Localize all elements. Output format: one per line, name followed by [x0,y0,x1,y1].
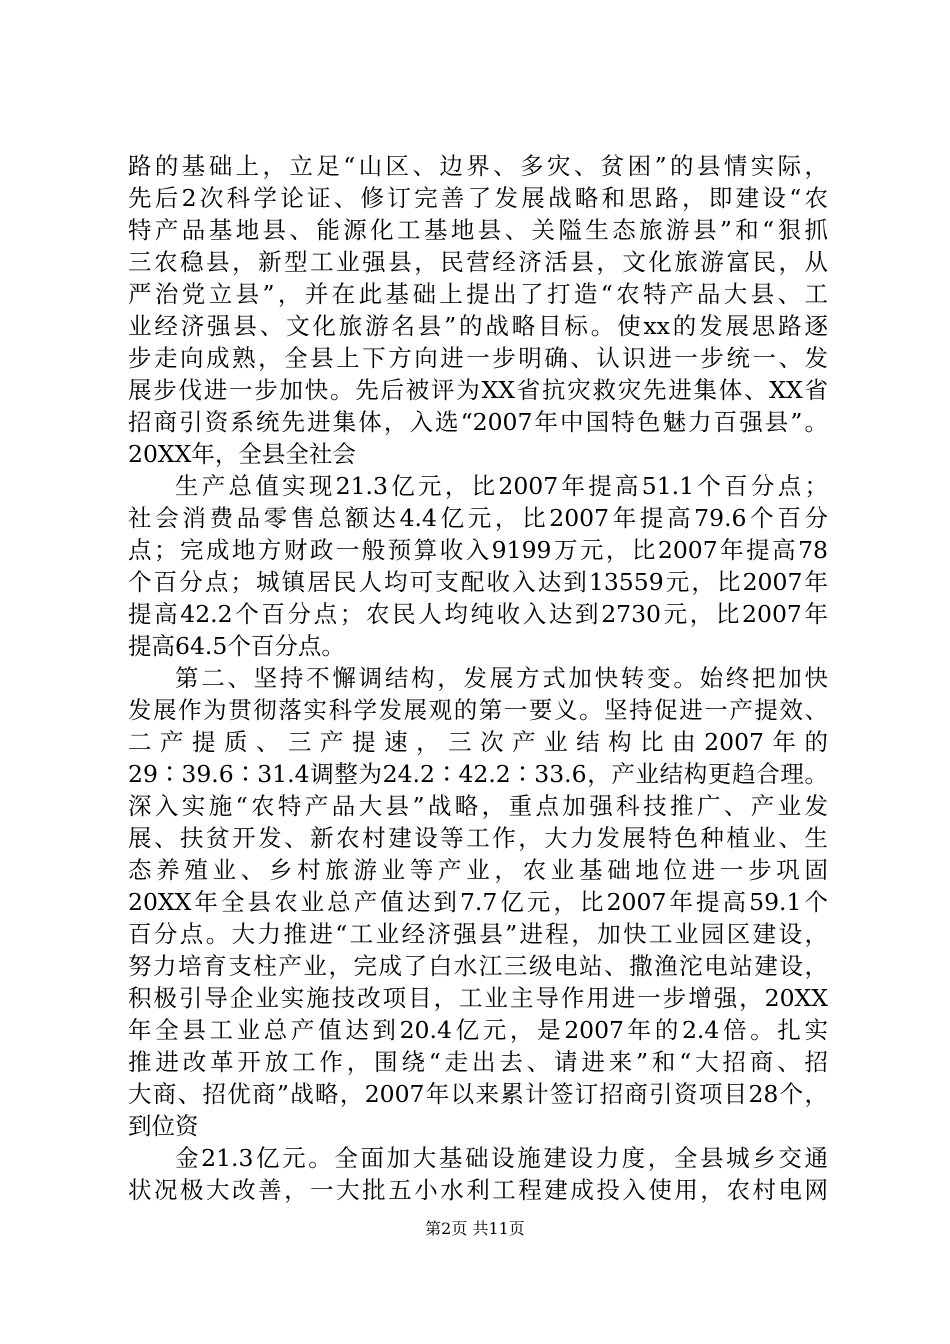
text-line: 努力培育支柱产业，完成了白水江三级电站、撒渔沱电站建设， [128,952,828,980]
text-line: 29∶39.6∶31.4调整为24.2∶42.2∶33.6，产业结构更趋合理。 [128,760,828,788]
text-line: 提高42.2个百分点；农民人均纯收入达到2730元，比2007年 [128,600,828,628]
text-line: 个百分点；城镇居民人均可支配收入达到13559元，比2007年 [128,568,828,596]
page-number-footer: 第2页 共11页 [425,1219,525,1238]
text-line: 百分点。大力推进“工业经济强县”进程，加快工业园区建设， [128,920,828,948]
text-line: 态养殖业、乡村旅游业等产业，农业基础地位进一步巩固 [128,856,828,884]
text-line: 年全县工业总产值达到20.4亿元，是2007年的2.4倍。扎实 [128,1016,828,1044]
text-line: 金21.3亿元。全面加大基础设施建设力度，全县城乡交通 [175,1144,828,1172]
text-line: 业经济强县、文化旅游名县”的战略目标。使xx的发展思路逐 [128,312,828,340]
text-line: 展步伐进一步加快。先后被评为XX省抗灾救灾先进集体、XX省 [128,376,828,404]
text-line: 深入实施“农特产品大县”战略，重点加强科技推广、产业发 [128,792,828,820]
text-line: 步走向成熟，全县上下方向进一步明确、认识进一步统一、发 [128,344,828,372]
text-line: 发展作为贯彻落实科学发展观的第一要义。坚持促进一产提效、 [128,696,828,724]
text-line: 20XX年，全县全社会 [128,440,356,468]
text-line: 先后2次科学论证、修订完善了发展战略和思路，即建设“农 [128,184,828,212]
text-line: 推进改革开放工作，围绕“走出去、请进来”和“大招商、招 [128,1048,828,1076]
text-line: 招商引资系统先进集体，入选“2007年中国特色魅力百强县”。 [128,408,828,436]
text-line: 三农稳县，新型工业强县，民营经济活县，文化旅游富民，从 [128,248,828,276]
text-line: 20XX年全县农业总产值达到7.7亿元，比2007年提高59.1个 [128,888,828,916]
text-line: 提高64.5个百分点。 [128,632,345,660]
text-line: 严治党立县”，并在此基础上提出了打造“农特产品大县、工 [128,280,828,308]
text-line: 到位资 [128,1112,199,1140]
text-line: 生产总值实现21.3亿元，比2007年提高51.1个百分点； [175,472,828,500]
text-line: 社会消费品零售总额达4.4亿元，比2007年提高79.6个百分 [128,504,828,532]
text-line: 特产品基地县、能源化工基地县、关隘生态旅游县”和“狠抓 [128,216,828,244]
text-line: 状况极大改善，一大批五小水利工程建成投入使用，农村电网 [128,1176,828,1204]
text-line: 点；完成地方财政一般预算收入9199万元，比2007年提高78 [128,536,828,564]
text-line: 路的基础上，立足“山区、边界、多灾、贫困”的县情实际， [128,152,828,180]
text-line: 展、扶贫开发、新农村建设等工作，大力发展特色种植业、生 [128,824,828,852]
text-line: 积极引导企业实施技改项目，工业主导作用进一步增强，20XX [128,984,828,1012]
text-line: 第二、坚持不懈调结构，发展方式加快转变。始终把加快 [175,664,828,692]
document-body [128,150,828,1206]
text-line: 二产提质、三产提速，三次产业结构比由2007年的 [128,728,828,756]
text-line: 大商、招优商”战略，2007年以来累计签订招商引资项目28个， [128,1080,828,1108]
